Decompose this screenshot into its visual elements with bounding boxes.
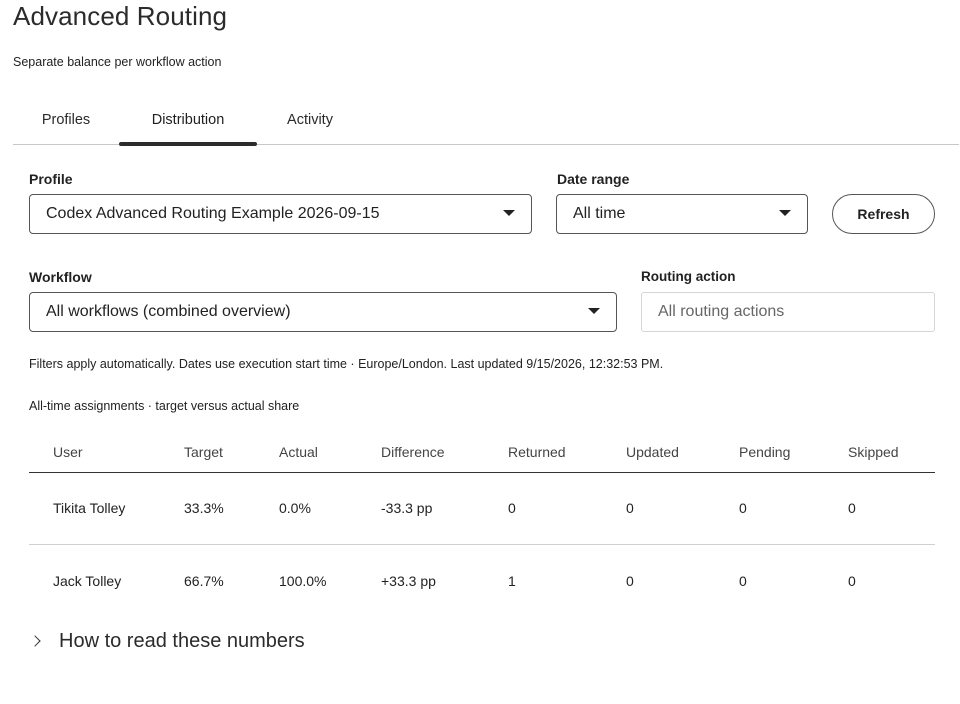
profile-select-value: Codex Advanced Routing Example 2026-09-15 — [46, 205, 380, 222]
workflow-label: Workflow — [29, 269, 92, 285]
page-subtitle: Separate balance per workflow action — [13, 55, 222, 69]
tab-activity[interactable] — [271, 105, 349, 145]
tab-label: Activity — [287, 112, 333, 128]
column-header-pending: Pending — [739, 432, 848, 472]
column-header-skipped: Skipped — [848, 432, 935, 472]
column-header-actual: Actual — [279, 432, 381, 472]
profile-label: Profile — [29, 171, 73, 187]
date-range-select-value: All time — [573, 205, 626, 222]
tab-label: Distribution — [151, 112, 225, 128]
how-to-read-toggle[interactable] — [29, 627, 305, 655]
cell-user: Tikita Tolley — [29, 472, 184, 544]
table-header-row — [29, 432, 935, 472]
routing-action-placeholder: All routing actions — [658, 303, 785, 320]
date-range-label: Date range — [557, 171, 630, 187]
tab-bar — [13, 105, 959, 145]
column-header-user: User — [29, 432, 184, 472]
cell-updated: 0 — [626, 472, 739, 544]
column-header-returned: Returned — [508, 432, 626, 472]
table-caption: All-time assignments · target versus actual share — [29, 399, 300, 413]
cell-skipped: 0 — [848, 572, 856, 589]
table-row — [29, 544, 935, 617]
cell-actual: 100.0% — [279, 572, 327, 589]
cell-target: 33.3% — [184, 472, 279, 544]
filters-note: Filters apply automatically. Dates use execution start time · Europe/London. Last updated 9/15/2026, 12:32:53 PM. — [29, 357, 664, 371]
tab-label: Profiles — [41, 112, 91, 128]
column-header-updated: Updated — [626, 432, 739, 472]
active-tab-indicator — [119, 142, 257, 146]
cell-returned: 1 — [508, 572, 516, 589]
caret-down-icon — [779, 210, 791, 216]
cell-returned: 0 — [508, 472, 626, 544]
page-title: Advanced Routing — [13, 1, 228, 31]
column-header-difference: Difference — [381, 432, 508, 472]
tab-profiles[interactable] — [23, 105, 109, 145]
cell-updated: 0 — [626, 572, 634, 589]
cell-actual: 0.0% — [279, 472, 381, 544]
routing-action-input[interactable] — [641, 292, 935, 332]
table-row — [29, 472, 935, 544]
tab-distribution[interactable] — [119, 105, 257, 145]
cell-user: Jack Tolley — [53, 572, 122, 589]
chevron-right-icon — [29, 635, 40, 646]
caret-down-icon — [503, 210, 515, 216]
routing-action-label: Routing action — [641, 269, 736, 284]
how-to-read-label: How to read these numbers — [59, 629, 305, 652]
cell-target: 66.7% — [184, 572, 224, 589]
cell-pending: 0 — [739, 572, 747, 589]
caret-down-icon — [588, 308, 600, 314]
distribution-table — [29, 432, 935, 617]
cell-difference: +33.3 pp — [381, 572, 436, 589]
cell-pending: 0 — [739, 472, 848, 544]
refresh-button[interactable]: Refresh — [832, 194, 935, 234]
column-header-target: Target — [184, 432, 279, 472]
cell-skipped: 0 — [848, 472, 935, 544]
workflow-select-value: All workflows (combined overview) — [46, 303, 291, 320]
workflow-select[interactable] — [29, 292, 617, 332]
cell-difference: -33.3 pp — [381, 472, 508, 544]
profile-select[interactable] — [29, 194, 532, 234]
date-range-select[interactable] — [556, 194, 808, 234]
